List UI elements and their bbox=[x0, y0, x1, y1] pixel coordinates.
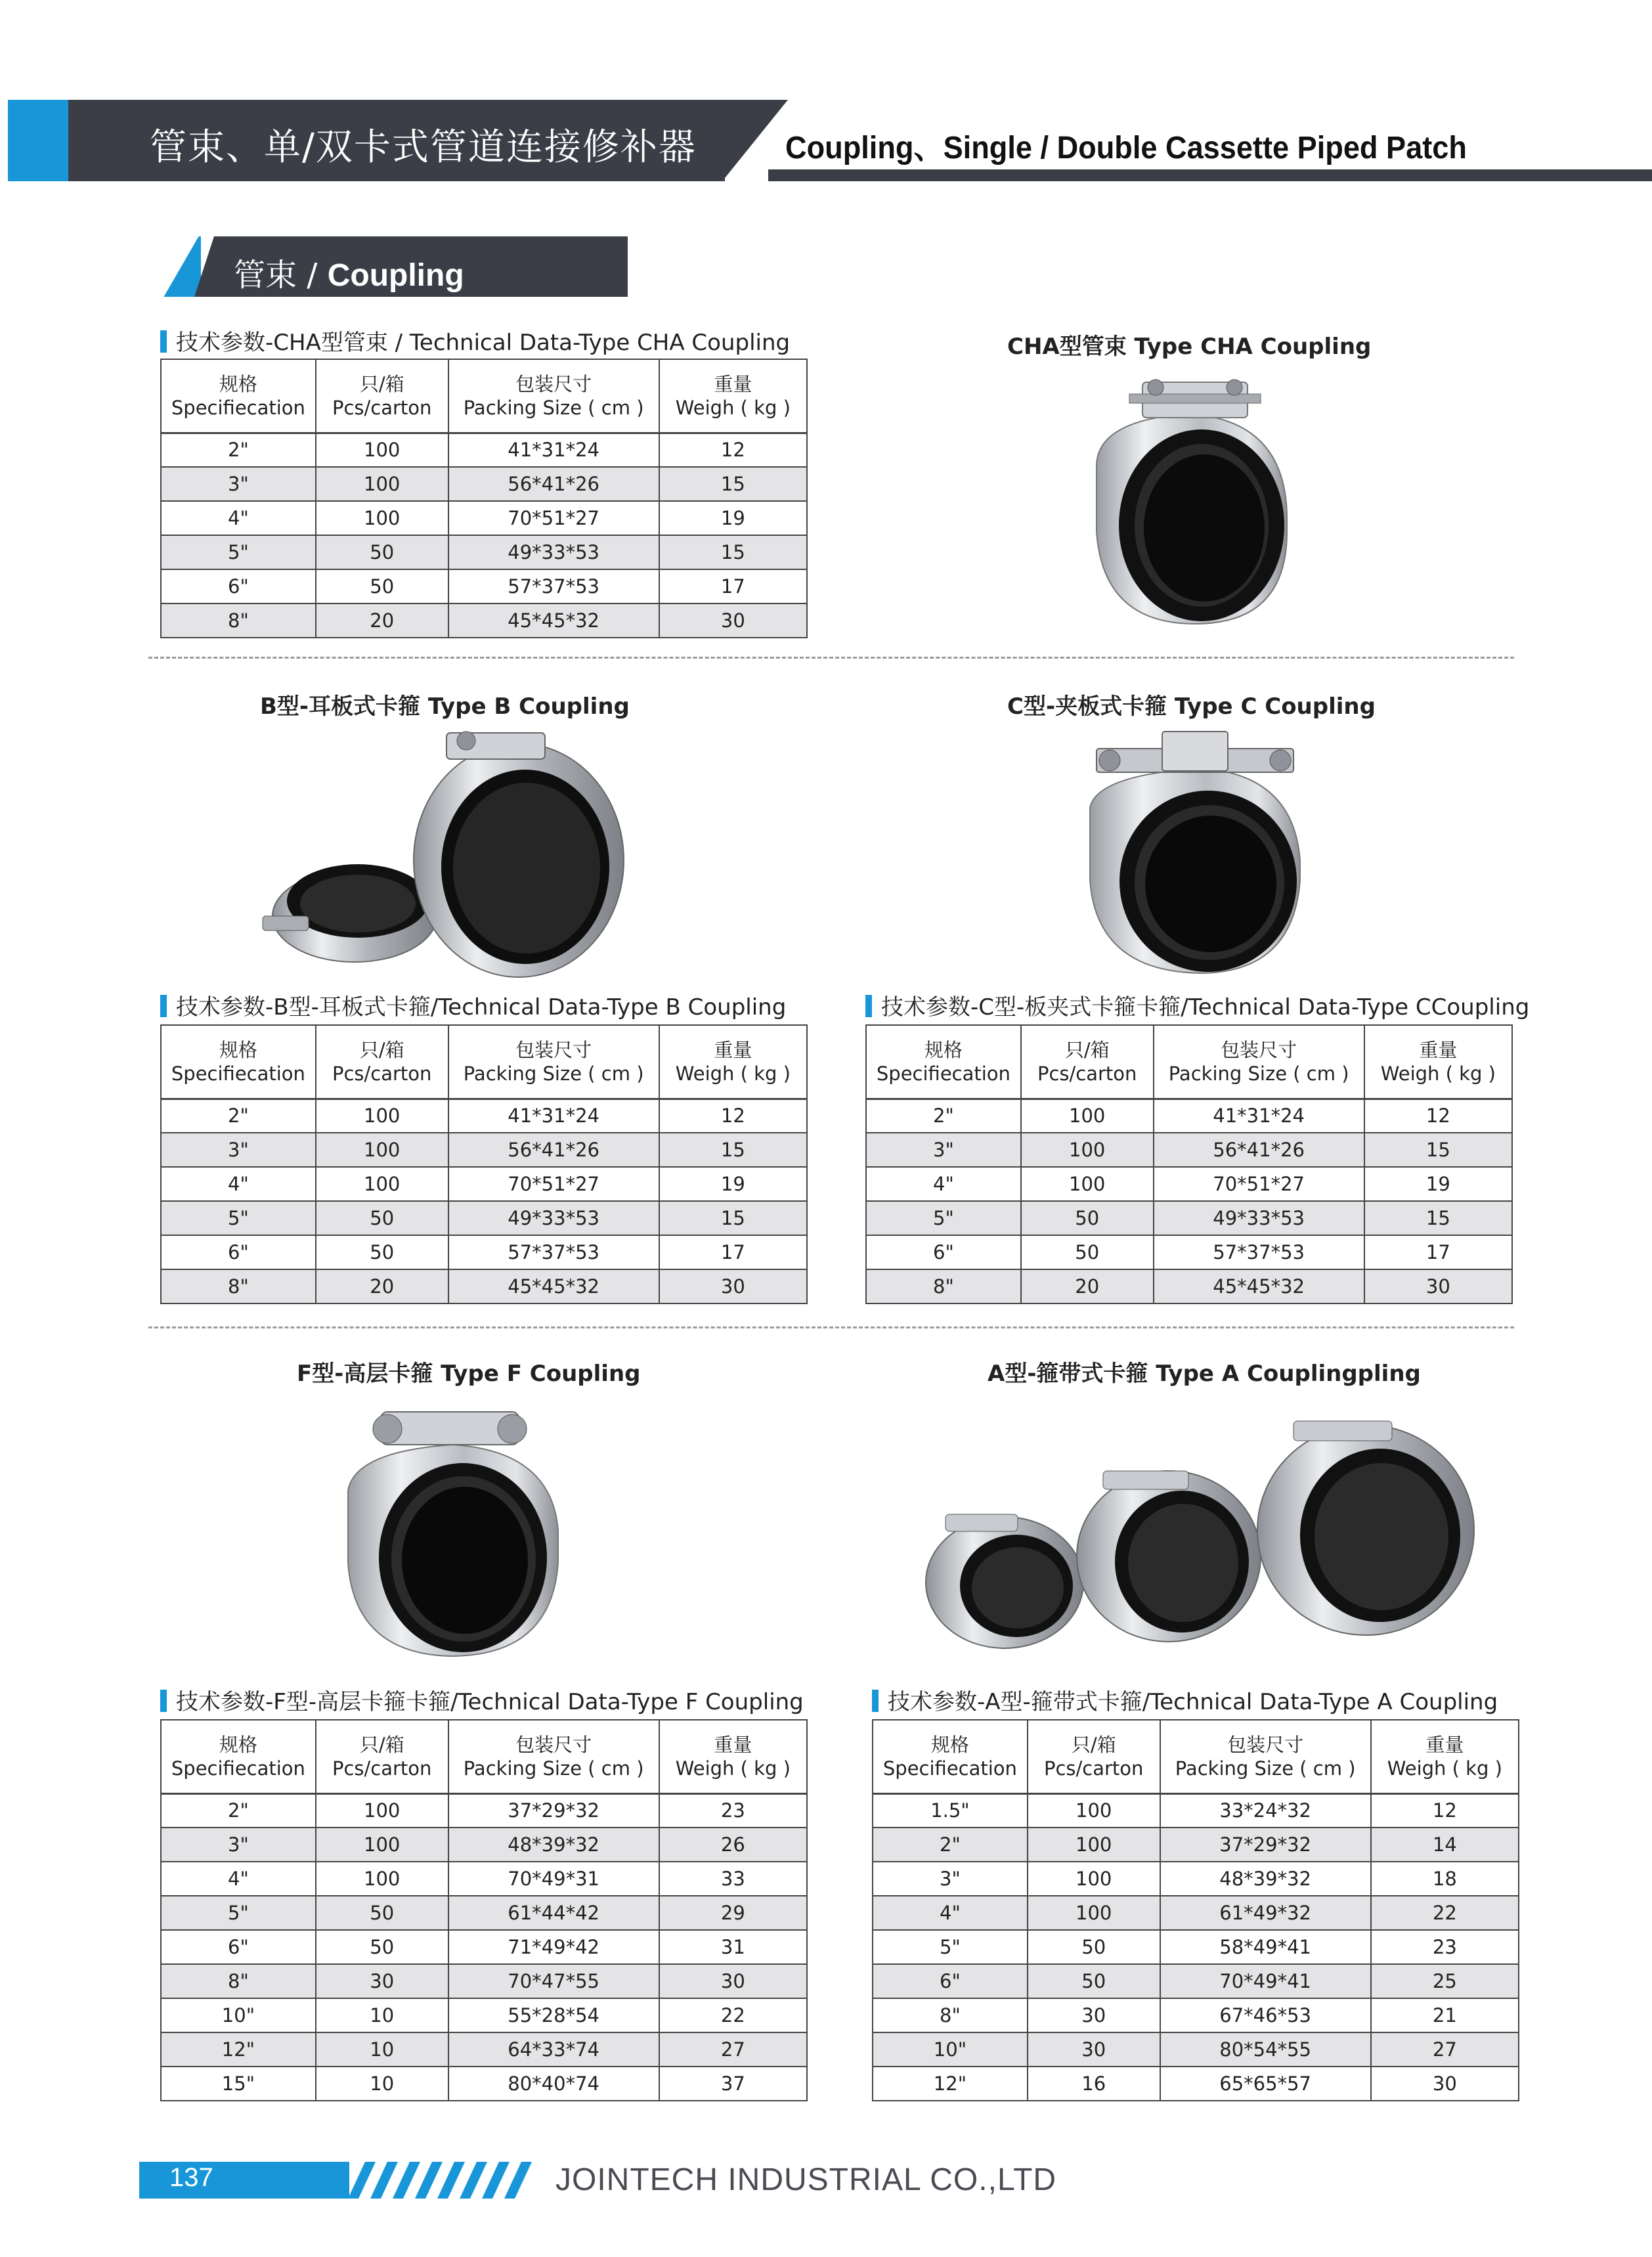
table-cell: 58*49*41 bbox=[1160, 1930, 1371, 1964]
header-row bbox=[161, 1720, 807, 1793]
table-cell: 6" bbox=[161, 569, 316, 603]
cha-table-heading-text: 技术参数-CHA型管束 / Technical Data-Type CHA Coupling bbox=[176, 330, 791, 356]
table-cell: 2" bbox=[866, 1099, 1021, 1133]
table-cell: 49*33*53 bbox=[448, 535, 659, 569]
typeb-table-heading-text: 技术参数-B型-耳板式卡箍/Technical Data-Type B Coupling bbox=[176, 994, 787, 1020]
table-cell: 6" bbox=[873, 1964, 1028, 1998]
column-header bbox=[161, 1025, 316, 1099]
typeb-spec-table bbox=[160, 1024, 808, 1304]
heading-bar bbox=[160, 330, 167, 353]
table-row bbox=[161, 1896, 807, 1930]
table-cell: 29 bbox=[659, 1896, 807, 1930]
typef-coupling-image bbox=[341, 1399, 565, 1661]
table-cell: 45*45*32 bbox=[448, 603, 659, 638]
table-cell: 45*45*32 bbox=[448, 1269, 659, 1304]
column-header bbox=[448, 1025, 659, 1099]
column-header-cn: 包装尺寸 bbox=[1221, 1038, 1297, 1061]
table-cell: 15 bbox=[659, 535, 807, 569]
table-row bbox=[161, 1964, 807, 1998]
header-row bbox=[161, 359, 807, 433]
column-header bbox=[1371, 1720, 1519, 1793]
table-cell: 21 bbox=[1371, 1998, 1519, 2032]
table-cell: 3" bbox=[161, 1133, 316, 1167]
table-cell: 50 bbox=[316, 1930, 448, 1964]
table-cell: 18 bbox=[1371, 1862, 1519, 1896]
cha-image-caption: CHA型管束 Type CHA Coupling bbox=[1007, 334, 1372, 360]
column-header-en: Weigh ( kg ) bbox=[675, 1062, 791, 1085]
table-header bbox=[161, 1720, 807, 1793]
column-header-en: Packing Size ( cm ) bbox=[463, 1062, 644, 1085]
table-row bbox=[161, 569, 807, 603]
table-cell: 100 bbox=[1028, 1828, 1160, 1862]
table-cell: 49*33*53 bbox=[448, 1201, 659, 1235]
column-header-en: Packing Size ( cm ) bbox=[463, 396, 644, 419]
table-cell: 5" bbox=[873, 1930, 1028, 1964]
table-cell: 100 bbox=[1021, 1133, 1154, 1167]
table-cell: 71*49*42 bbox=[448, 1930, 659, 1964]
table-cell: 48*39*32 bbox=[448, 1828, 659, 1862]
table-cell: 100 bbox=[316, 501, 448, 535]
table-row bbox=[873, 1896, 1519, 1930]
table-cell: 70*51*27 bbox=[1154, 1167, 1364, 1201]
table-cell: 100 bbox=[1028, 1896, 1160, 1930]
table-cell: 17 bbox=[659, 569, 807, 603]
table-cell: 37*29*32 bbox=[1160, 1828, 1371, 1862]
table-row bbox=[161, 1793, 807, 1828]
typec-table-heading-text: 技术参数-C型-板夹式卡箍卡箍/Technical Data-Type CCoupling bbox=[881, 994, 1530, 1020]
table-cell: 10 bbox=[316, 1998, 448, 2032]
table-cell: 15 bbox=[659, 467, 807, 501]
column-header-cn: 包装尺寸 bbox=[1227, 1733, 1304, 1756]
table-row bbox=[161, 1930, 807, 1964]
column-header-en: Specifiecation bbox=[171, 1757, 305, 1780]
table-cell: 15 bbox=[659, 1201, 807, 1235]
table-cell: 8" bbox=[161, 1964, 316, 1998]
column-header-cn: 重量 bbox=[714, 1038, 752, 1061]
table-cell: 16 bbox=[1028, 2067, 1160, 2101]
header-row bbox=[161, 1025, 807, 1099]
table-cell: 19 bbox=[1364, 1167, 1512, 1201]
table-header bbox=[866, 1025, 1512, 1099]
heading-bar bbox=[872, 1690, 879, 1712]
table-row bbox=[161, 1235, 807, 1269]
column-header bbox=[873, 1720, 1028, 1793]
header-rule bbox=[768, 169, 1652, 181]
header-accent-block bbox=[8, 100, 68, 181]
table-row bbox=[866, 1269, 1512, 1304]
column-header bbox=[161, 359, 316, 433]
table-cell: 8" bbox=[866, 1269, 1021, 1304]
table-cell: 4" bbox=[873, 1896, 1028, 1930]
table-body bbox=[161, 1099, 807, 1304]
column-header-cn: 重量 bbox=[714, 1733, 752, 1756]
table-row bbox=[873, 1998, 1519, 2032]
table-cell: 50 bbox=[316, 1896, 448, 1930]
table-row bbox=[873, 1828, 1519, 1862]
typea-coupling-image bbox=[906, 1392, 1484, 1655]
section-title-en: Coupling bbox=[327, 258, 464, 293]
typeb-table-heading bbox=[160, 989, 786, 1021]
table-cell: 5" bbox=[161, 535, 316, 569]
table-row bbox=[161, 433, 807, 467]
column-header-en: Specifiecation bbox=[882, 1757, 1017, 1780]
table-row bbox=[866, 1167, 1512, 1201]
table-cell: 5" bbox=[866, 1201, 1021, 1235]
table-cell: 23 bbox=[659, 1793, 807, 1828]
typea-table-heading bbox=[872, 1684, 1498, 1716]
table-header bbox=[161, 1025, 807, 1099]
column-header-en: Packing Size ( cm ) bbox=[1168, 1062, 1349, 1085]
table-cell: 15" bbox=[161, 2067, 316, 2101]
section-tag-accent bbox=[162, 236, 201, 297]
table-row bbox=[161, 1167, 807, 1201]
table-cell: 70*49*31 bbox=[448, 1862, 659, 1896]
column-header-cn: 只/箱 bbox=[359, 372, 404, 395]
table-cell: 100 bbox=[316, 1099, 448, 1133]
table-cell: 3" bbox=[873, 1862, 1028, 1896]
column-header-cn: 包装尺寸 bbox=[515, 1038, 592, 1061]
table-cell: 70*49*41 bbox=[1160, 1964, 1371, 1998]
table-cell: 2" bbox=[873, 1828, 1028, 1862]
column-header bbox=[1028, 1720, 1160, 1793]
table-cell: 65*65*57 bbox=[1160, 2067, 1371, 2101]
table-row bbox=[161, 501, 807, 535]
footer-stripes bbox=[341, 2162, 545, 2199]
column-header-en: Specifiecation bbox=[876, 1062, 1011, 1085]
table-row bbox=[866, 1133, 1512, 1167]
table-cell: 70*51*27 bbox=[448, 501, 659, 535]
table-cell: 33 bbox=[659, 1862, 807, 1896]
table-cell: 50 bbox=[1021, 1235, 1154, 1269]
heading-bar bbox=[160, 995, 167, 1017]
table-cell: 50 bbox=[1028, 1930, 1160, 1964]
table-row bbox=[866, 1201, 1512, 1235]
table-body bbox=[161, 433, 807, 638]
table-cell: 33*24*32 bbox=[1160, 1793, 1371, 1828]
table-row bbox=[873, 1930, 1519, 1964]
typef-table-heading-text: 技术参数-F型-高层卡箍卡箍/Technical Data-Type F Coupling bbox=[176, 1689, 804, 1715]
table-cell: 8" bbox=[873, 1998, 1028, 2032]
table-cell: 70*47*55 bbox=[448, 1964, 659, 1998]
table-cell: 2" bbox=[161, 1099, 316, 1133]
cha-spec-table bbox=[160, 359, 808, 638]
table-cell: 100 bbox=[1021, 1099, 1154, 1133]
table-cell: 30 bbox=[1371, 2067, 1519, 2101]
table-cell: 30 bbox=[659, 1269, 807, 1304]
typef-spec-table bbox=[160, 1719, 808, 2101]
table-cell: 5" bbox=[161, 1896, 316, 1930]
typea-spec-table bbox=[872, 1719, 1519, 2101]
table-cell: 4" bbox=[161, 1167, 316, 1201]
header-row bbox=[866, 1025, 1512, 1099]
table-cell: 56*41*26 bbox=[448, 1133, 659, 1167]
table-cell: 41*31*24 bbox=[448, 433, 659, 467]
table-row bbox=[161, 603, 807, 638]
column-header-en: Weigh ( kg ) bbox=[675, 1757, 791, 1780]
cha-coupling-image bbox=[1070, 368, 1307, 630]
column-header-cn: 规格 bbox=[219, 1733, 257, 1756]
table-row bbox=[161, 467, 807, 501]
table-cell: 49*33*53 bbox=[1154, 1201, 1364, 1235]
table-cell: 4" bbox=[161, 1862, 316, 1896]
table-cell: 14 bbox=[1371, 1828, 1519, 1862]
column-header-en: Pcs/carton bbox=[1037, 1062, 1137, 1085]
table-cell: 30 bbox=[1028, 2032, 1160, 2067]
column-header bbox=[866, 1025, 1021, 1099]
table-row bbox=[873, 2032, 1519, 2067]
table-row bbox=[161, 2067, 807, 2101]
table-cell: 100 bbox=[316, 1793, 448, 1828]
table-cell: 23 bbox=[1371, 1930, 1519, 1964]
column-header bbox=[316, 1025, 448, 1099]
table-cell: 37*29*32 bbox=[448, 1793, 659, 1828]
column-header-cn: 只/箱 bbox=[359, 1733, 404, 1756]
table-row bbox=[873, 2067, 1519, 2101]
table-cell: 41*31*24 bbox=[448, 1099, 659, 1133]
table-cell: 22 bbox=[1371, 1896, 1519, 1930]
table-row bbox=[161, 1862, 807, 1896]
table-cell: 12 bbox=[659, 1099, 807, 1133]
column-header bbox=[448, 359, 659, 433]
cha-table-heading bbox=[160, 324, 790, 357]
table-cell: 15 bbox=[1364, 1133, 1512, 1167]
table-cell: 5" bbox=[161, 1201, 316, 1235]
column-header-en: Packing Size ( cm ) bbox=[1175, 1757, 1356, 1780]
table-cell: 50 bbox=[1021, 1201, 1154, 1235]
table-cell: 50 bbox=[316, 535, 448, 569]
table-header bbox=[873, 1720, 1519, 1793]
table-cell: 6" bbox=[161, 1930, 316, 1964]
table-cell: 80*40*74 bbox=[448, 2067, 659, 2101]
column-header-en: Packing Size ( cm ) bbox=[463, 1757, 644, 1780]
column-header-en: Pcs/carton bbox=[1043, 1757, 1144, 1780]
column-header bbox=[448, 1720, 659, 1793]
column-header bbox=[161, 1720, 316, 1793]
table-cell: 10 bbox=[316, 2032, 448, 2067]
column-header-en: Specifiecation bbox=[171, 396, 305, 419]
header-row bbox=[873, 1720, 1519, 1793]
table-cell: 12 bbox=[1364, 1099, 1512, 1133]
heading-bar bbox=[865, 995, 872, 1017]
column-header bbox=[659, 1720, 807, 1793]
table-cell: 2" bbox=[161, 433, 316, 467]
column-header-cn: 包装尺寸 bbox=[515, 372, 592, 395]
column-header-en: Weigh ( kg ) bbox=[1380, 1062, 1496, 1085]
table-row bbox=[161, 1269, 807, 1304]
table-cell: 100 bbox=[1028, 1862, 1160, 1896]
typec-coupling-image bbox=[1070, 729, 1320, 978]
typec-image-caption: C型-夹板式卡箍 Type C Coupling bbox=[1007, 693, 1376, 720]
table-row bbox=[161, 535, 807, 569]
table-cell: 55*28*54 bbox=[448, 1998, 659, 2032]
table-cell: 19 bbox=[659, 1167, 807, 1201]
column-header-cn: 规格 bbox=[930, 1733, 969, 1756]
page-title-cn: 管束、单/双卡式管道连接修补器 bbox=[150, 126, 697, 169]
column-header-cn: 只/箱 bbox=[359, 1038, 404, 1061]
table-cell: 8" bbox=[161, 603, 316, 638]
table-cell: 30 bbox=[659, 603, 807, 638]
table-cell: 30 bbox=[316, 1964, 448, 1998]
column-header bbox=[1160, 1720, 1371, 1793]
table-cell: 57*37*53 bbox=[448, 1235, 659, 1269]
column-header-cn: 只/箱 bbox=[1071, 1733, 1116, 1756]
table-cell: 26 bbox=[659, 1828, 807, 1862]
table-cell: 30 bbox=[1028, 1998, 1160, 2032]
column-header bbox=[316, 1720, 448, 1793]
typef-table-heading bbox=[160, 1684, 804, 1716]
column-header bbox=[316, 359, 448, 433]
table-cell: 19 bbox=[659, 501, 807, 535]
table-cell: 2" bbox=[161, 1793, 316, 1828]
table-cell: 8" bbox=[161, 1269, 316, 1304]
table-cell: 6" bbox=[161, 1235, 316, 1269]
column-header-cn: 只/箱 bbox=[1064, 1038, 1110, 1061]
section-divider bbox=[148, 1326, 1514, 1328]
heading-bar bbox=[160, 1690, 167, 1712]
table-cell: 30 bbox=[1364, 1269, 1512, 1304]
table-row bbox=[873, 1793, 1519, 1828]
column-header-cn: 重量 bbox=[1425, 1733, 1464, 1756]
table-cell: 20 bbox=[316, 1269, 448, 1304]
table-row bbox=[161, 2032, 807, 2067]
table-row bbox=[161, 1201, 807, 1235]
company-name: JOINTECH INDUSTRIAL CO.,LTD bbox=[555, 2162, 1057, 2197]
column-header bbox=[659, 359, 807, 433]
table-cell: 4" bbox=[161, 501, 316, 535]
table-cell: 10 bbox=[316, 2067, 448, 2101]
column-header bbox=[1364, 1025, 1512, 1099]
table-row bbox=[161, 1998, 807, 2032]
typea-table-heading-text: 技术参数-A型-箍带式卡箍/Technical Data-Type A Coupling bbox=[888, 1689, 1498, 1715]
section-divider bbox=[148, 657, 1514, 659]
column-header-cn: 规格 bbox=[219, 372, 257, 395]
column-header bbox=[1021, 1025, 1154, 1099]
typeb-image-caption: B型-耳板式卡箍 Type B Coupling bbox=[260, 693, 630, 720]
table-cell: 20 bbox=[316, 603, 448, 638]
table-cell: 27 bbox=[1371, 2032, 1519, 2067]
table-cell: 4" bbox=[866, 1167, 1021, 1201]
table-cell: 80*54*55 bbox=[1160, 2032, 1371, 2067]
table-cell: 10" bbox=[161, 1998, 316, 2032]
table-cell: 17 bbox=[1364, 1235, 1512, 1269]
table-cell: 100 bbox=[316, 1828, 448, 1862]
table-cell: 100 bbox=[316, 1862, 448, 1896]
table-cell: 37 bbox=[659, 2067, 807, 2101]
typea-image-caption: A型-箍带式卡箍 Type A Couplingpling bbox=[988, 1361, 1421, 1387]
column-header-en: Specifiecation bbox=[171, 1062, 305, 1085]
table-cell: 100 bbox=[316, 1167, 448, 1201]
column-header bbox=[659, 1025, 807, 1099]
table-cell: 25 bbox=[1371, 1964, 1519, 1998]
table-cell: 50 bbox=[1028, 1964, 1160, 1998]
table-cell: 15 bbox=[659, 1133, 807, 1167]
table-cell: 3" bbox=[866, 1133, 1021, 1167]
table-cell: 56*41*26 bbox=[1154, 1133, 1364, 1167]
table-row bbox=[866, 1235, 1512, 1269]
table-cell: 50 bbox=[316, 1201, 448, 1235]
table-cell: 48*39*32 bbox=[1160, 1862, 1371, 1896]
table-cell: 50 bbox=[316, 569, 448, 603]
table-cell: 70*51*27 bbox=[448, 1167, 659, 1201]
column-header-cn: 重量 bbox=[714, 372, 752, 395]
table-cell: 64*33*74 bbox=[448, 2032, 659, 2067]
column-header-cn: 规格 bbox=[924, 1038, 963, 1061]
table-cell: 17 bbox=[659, 1235, 807, 1269]
table-cell: 41*31*24 bbox=[1154, 1099, 1364, 1133]
column-header-cn: 重量 bbox=[1419, 1038, 1458, 1061]
table-cell: 27 bbox=[659, 2032, 807, 2067]
table-row bbox=[161, 1828, 807, 1862]
section-title-cn: 管束 / bbox=[234, 257, 328, 294]
table-cell: 12 bbox=[659, 433, 807, 467]
table-body bbox=[873, 1793, 1519, 2101]
column-header bbox=[1154, 1025, 1364, 1099]
table-body bbox=[161, 1793, 807, 2101]
page-title-en: Coupling、Single / Double Cassette Piped Patch bbox=[785, 131, 1467, 165]
table-cell: 56*41*26 bbox=[448, 467, 659, 501]
table-cell: 22 bbox=[659, 1998, 807, 2032]
table-cell: 100 bbox=[1021, 1167, 1154, 1201]
column-header-en: Pcs/carton bbox=[332, 1757, 432, 1780]
table-cell: 31 bbox=[659, 1930, 807, 1964]
table-cell: 61*44*42 bbox=[448, 1896, 659, 1930]
table-cell: 67*46*53 bbox=[1160, 1998, 1371, 2032]
typec-table-heading bbox=[865, 989, 1529, 1021]
table-cell: 10" bbox=[873, 2032, 1028, 2067]
table-body bbox=[866, 1099, 1512, 1304]
column-header-cn: 规格 bbox=[219, 1038, 257, 1061]
column-header-en: Weigh ( kg ) bbox=[675, 396, 791, 419]
table-cell: 30 bbox=[659, 1964, 807, 1998]
column-header-en: Weigh ( kg ) bbox=[1387, 1757, 1502, 1780]
column-header-cn: 包装尺寸 bbox=[515, 1733, 592, 1756]
column-header-en: Pcs/carton bbox=[332, 1062, 432, 1085]
table-row bbox=[873, 1862, 1519, 1896]
table-row bbox=[873, 1964, 1519, 1998]
table-cell: 12" bbox=[873, 2067, 1028, 2101]
table-cell: 100 bbox=[316, 467, 448, 501]
table-cell: 100 bbox=[316, 433, 448, 467]
table-cell: 100 bbox=[316, 1133, 448, 1167]
table-cell: 20 bbox=[1021, 1269, 1154, 1304]
table-cell: 3" bbox=[161, 467, 316, 501]
table-cell: 12 bbox=[1371, 1793, 1519, 1828]
table-cell: 3" bbox=[161, 1828, 316, 1862]
table-row bbox=[866, 1099, 1512, 1133]
typef-image-caption: F型-高层卡箍 Type F Coupling bbox=[297, 1361, 641, 1387]
table-cell: 57*37*53 bbox=[1154, 1235, 1364, 1269]
typec-spec-table bbox=[865, 1024, 1513, 1304]
page-number: 137 bbox=[169, 2163, 213, 2192]
table-cell: 61*49*32 bbox=[1160, 1896, 1371, 1930]
column-header-en: Pcs/carton bbox=[332, 396, 432, 419]
typeb-coupling-image bbox=[250, 729, 630, 978]
table-cell: 100 bbox=[1028, 1793, 1160, 1828]
section-title bbox=[234, 250, 464, 295]
table-cell: 12" bbox=[161, 2032, 316, 2067]
table-cell: 15 bbox=[1364, 1201, 1512, 1235]
table-cell: 57*37*53 bbox=[448, 569, 659, 603]
table-header bbox=[161, 359, 807, 433]
table-cell: 6" bbox=[866, 1235, 1021, 1269]
table-row bbox=[161, 1133, 807, 1167]
table-cell: 50 bbox=[316, 1235, 448, 1269]
table-row bbox=[161, 1099, 807, 1133]
table-cell: 1.5" bbox=[873, 1793, 1028, 1828]
table-cell: 45*45*32 bbox=[1154, 1269, 1364, 1304]
